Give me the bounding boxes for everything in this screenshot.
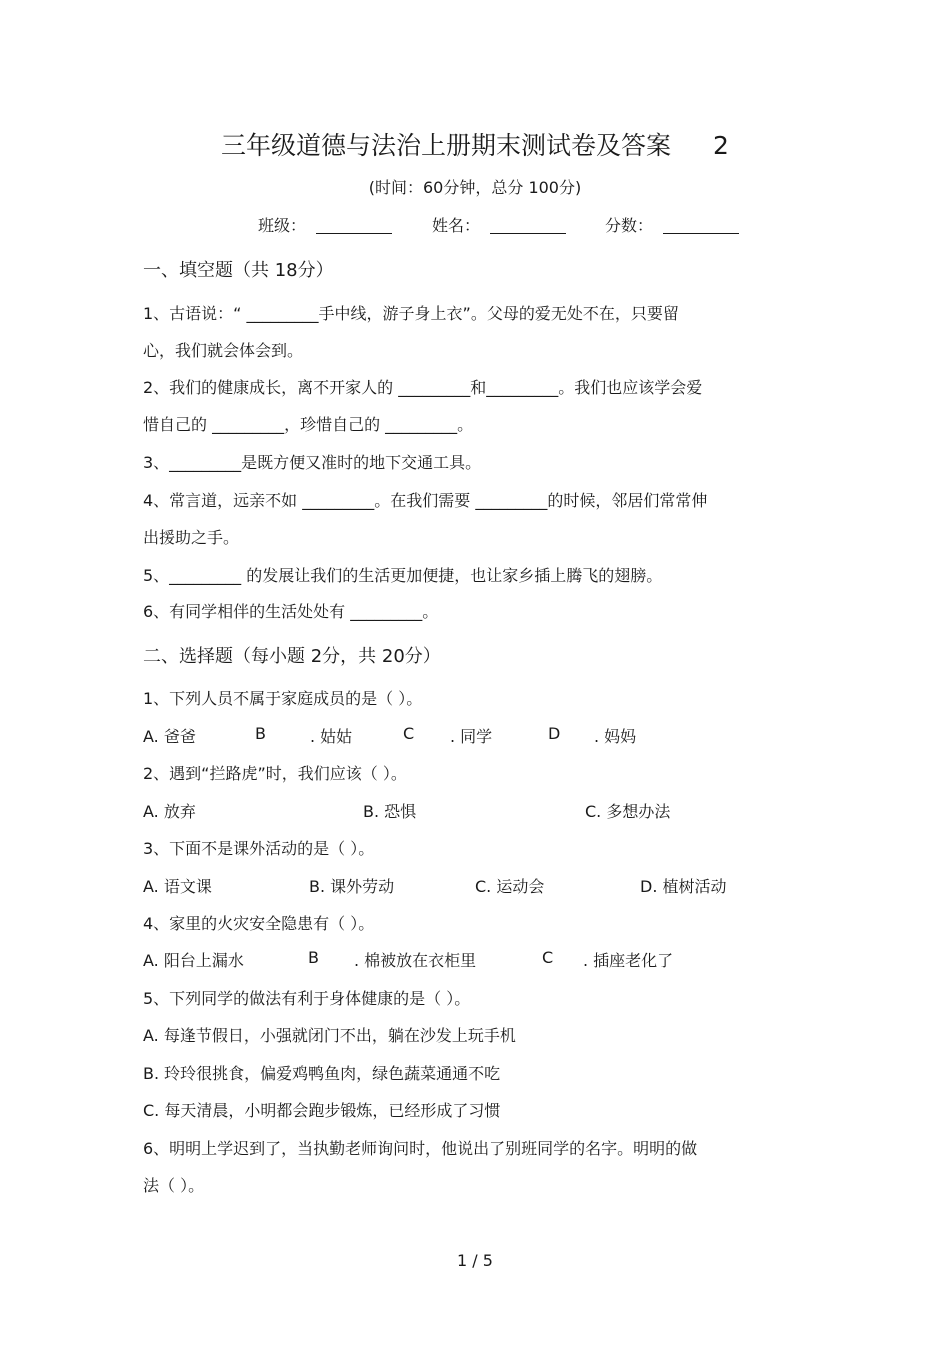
name-field bbox=[432, 213, 566, 236]
option: C. 运动会 bbox=[475, 877, 545, 896]
fill-line: 出援助之手。 bbox=[143, 528, 240, 547]
option: . 棉被放在衣柜里 bbox=[354, 951, 477, 970]
option: C bbox=[403, 724, 415, 743]
question-stem: 5、下列同学的做法有利于身体健康的是（ ）。 bbox=[143, 989, 471, 1008]
option: B. 玲玲很挑食，偏爱鸡鸭鱼肉，绿色蔬菜通通不吃 bbox=[143, 1064, 501, 1083]
option: B. 恐惧 bbox=[363, 802, 417, 821]
option: C. 每天清晨，小明都会跑步锻炼，已经形成了习惯 bbox=[143, 1101, 501, 1120]
question-stem: 4、家里的火灾安全隐患有（ ）。 bbox=[143, 914, 375, 933]
option: D. 植树活动 bbox=[640, 877, 727, 896]
option: A. 每逢节假日，小强就闭门不出，躺在沙发上玩手机 bbox=[143, 1026, 516, 1045]
class-blank bbox=[316, 217, 392, 234]
title-text: 三年级道德与法治上册期末测试卷及答案 bbox=[221, 131, 672, 160]
option: . 同学 bbox=[450, 727, 493, 746]
option: C. 多想办法 bbox=[585, 802, 671, 821]
section1-heading: 一、填空题（共 18分） bbox=[143, 260, 334, 281]
option: . 插座老化了 bbox=[583, 951, 674, 970]
option: A. 爸爸 bbox=[143, 727, 196, 746]
option: A. 放弃 bbox=[143, 802, 196, 821]
page-title bbox=[0, 126, 950, 162]
option: . 妈妈 bbox=[594, 727, 637, 746]
option: A. 语文课 bbox=[143, 877, 212, 896]
fill-line: 5、_________ 的发展让我们的生活更加便捷，也让家乡插上腾飞的翅膀。 bbox=[143, 566, 663, 585]
score-blank bbox=[663, 217, 739, 234]
fill-line: 心，我们就会体会到。 bbox=[143, 341, 304, 360]
option: A. 阳台上漏水 bbox=[143, 951, 244, 970]
option: . 姑姑 bbox=[310, 727, 353, 746]
title-number: 2 bbox=[713, 131, 729, 160]
question-stem: 3、下面不是课外活动的是（ ）。 bbox=[143, 839, 375, 858]
class-field bbox=[258, 213, 392, 236]
fill-line: 4、常言道，远亲不如 _________。在我们需要 _________的时候，邻居们常常伸 bbox=[143, 491, 708, 510]
option: C bbox=[542, 948, 554, 967]
question-stem: 法（ ）。 bbox=[143, 1176, 205, 1195]
option: D bbox=[548, 724, 561, 743]
question-stem: 6、明明上学迟到了，当执勤老师询问时，他说出了别班同学的名字。明明的做 bbox=[143, 1139, 698, 1158]
fill-line: 惜自己的 _________，珍惜自己的 _________。 bbox=[143, 415, 474, 434]
question-stem: 1、下列人员不属于家庭成员的是（ ）。 bbox=[143, 689, 423, 708]
section2-heading: 二、选择题（每小题 2分，共 20分） bbox=[143, 646, 441, 667]
score-label: 分数： bbox=[605, 216, 654, 235]
option: B bbox=[308, 948, 319, 967]
name-label: 姓名： bbox=[432, 216, 481, 235]
name-blank bbox=[490, 217, 566, 234]
question-stem: 2、遇到“拦路虎”时，我们应该（ ）。 bbox=[143, 764, 407, 783]
fill-line: 6、有同学相伴的生活处处有 _________。 bbox=[143, 602, 439, 621]
fill-line: 2、我们的健康成长，离不开家人的 _________和_________。我们也应该学会爱 bbox=[143, 378, 703, 397]
fill-line: 1、古语说：“ _________手中线，游子身上衣”。父母的爱无处不在，只要留 bbox=[143, 304, 679, 323]
exam-subtitle: (时间：60分钟，总分 100分) bbox=[368, 178, 582, 197]
option: B. 课外劳动 bbox=[309, 877, 395, 896]
fill-line: 3、_________是既方便又准时的地下交通工具。 bbox=[143, 453, 482, 472]
class-label: 班级： bbox=[258, 216, 307, 235]
score-field bbox=[605, 213, 739, 236]
page-number: 1 / 5 bbox=[457, 1251, 493, 1270]
option: B bbox=[255, 724, 266, 743]
